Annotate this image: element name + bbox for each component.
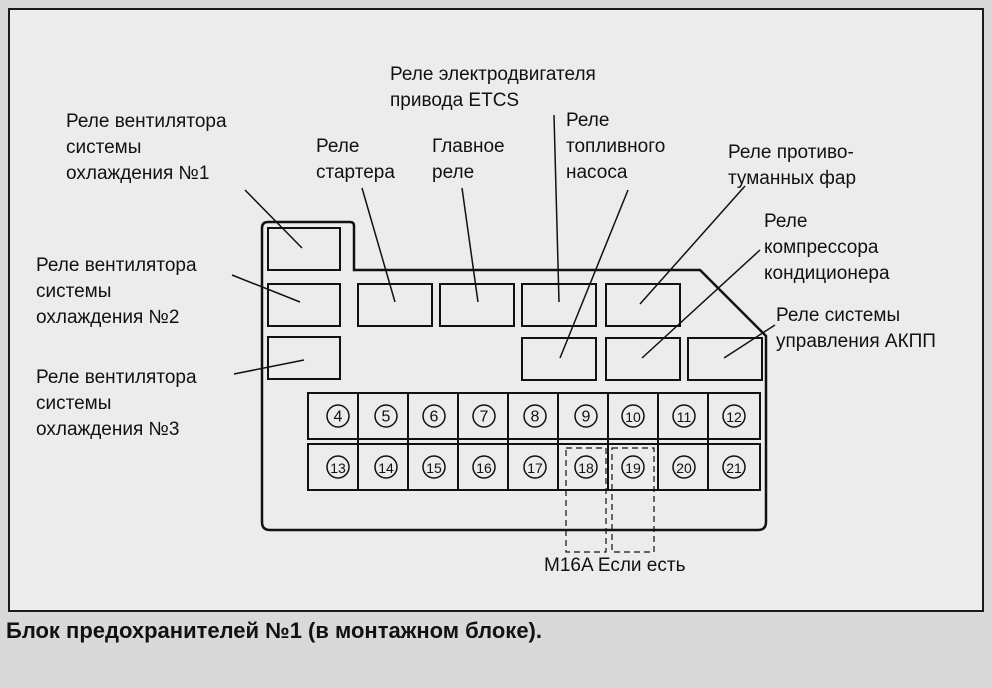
fuse-number: 20 xyxy=(676,460,692,476)
fuse-number: 14 xyxy=(378,460,394,476)
relay-box-at xyxy=(688,338,762,380)
fuse-number: 7 xyxy=(479,408,489,426)
leader-line-etcs xyxy=(554,115,559,302)
label-fan-relay-2: Реле вентилятора системы охлаждения №2 xyxy=(36,255,197,328)
leader-line-ac xyxy=(642,250,760,358)
label-at-control-relay: Реле системы управления АКПП xyxy=(776,305,936,352)
leader-line-fan-2 xyxy=(232,275,300,302)
label-optional-note: M16A Если есть xyxy=(544,555,686,576)
leader-line-fuel-pump xyxy=(560,190,628,358)
relay-box-fan-1 xyxy=(268,228,340,270)
diagram-caption: Блок предохранителей №1 (в монтажном блоке). xyxy=(6,618,542,643)
leader-line-at xyxy=(724,325,775,358)
label-etcs-relay: Реле электродвигателя привода ETCS xyxy=(390,64,596,111)
relay-box-fuel-pump xyxy=(522,338,596,380)
fuse-number: 6 xyxy=(429,408,439,426)
fuse-number: 19 xyxy=(625,460,641,476)
label-fog-lamp-relay: Реле противо- туманных фар xyxy=(728,142,857,189)
fuse-block-outline xyxy=(262,222,766,530)
relay-box-fan-3 xyxy=(268,337,340,379)
fuse-number: 18 xyxy=(578,460,594,476)
leader-line-fan-1 xyxy=(245,190,302,248)
fuse-number: 4 xyxy=(333,408,343,426)
label-fan-relay-1: Реле вентилятора системы охлаждения №1 xyxy=(66,111,227,184)
relay-box-ac xyxy=(606,338,680,380)
label-ac-compressor-relay: Реле компрессора кондиционера xyxy=(764,211,890,284)
relay-box-fan-2 xyxy=(268,284,340,326)
fuse-number: 9 xyxy=(581,408,591,426)
relay-box-starter xyxy=(358,284,432,326)
fuse-number: 5 xyxy=(381,408,391,426)
fuse-number: 21 xyxy=(726,460,742,476)
fuse-number: 15 xyxy=(426,460,442,476)
fuse-number: 8 xyxy=(530,408,540,426)
leader-line-fog xyxy=(640,186,745,304)
label-fuel-pump-relay: Реле топливного насоса xyxy=(566,110,666,183)
fuse-number: 13 xyxy=(330,460,346,476)
label-fan-relay-3: Реле вентилятора системы охлаждения №3 xyxy=(36,367,197,440)
fuse-number: 12 xyxy=(726,409,742,425)
label-starter-relay: Реле стартера xyxy=(316,136,395,183)
relay-box-fog xyxy=(606,284,680,326)
fuse-number: 16 xyxy=(476,460,492,476)
fuse-number: 10 xyxy=(625,409,641,425)
fuse-number: 17 xyxy=(527,460,543,476)
label-main-relay: Главное реле xyxy=(432,136,505,183)
fuse-number: 11 xyxy=(676,409,692,425)
